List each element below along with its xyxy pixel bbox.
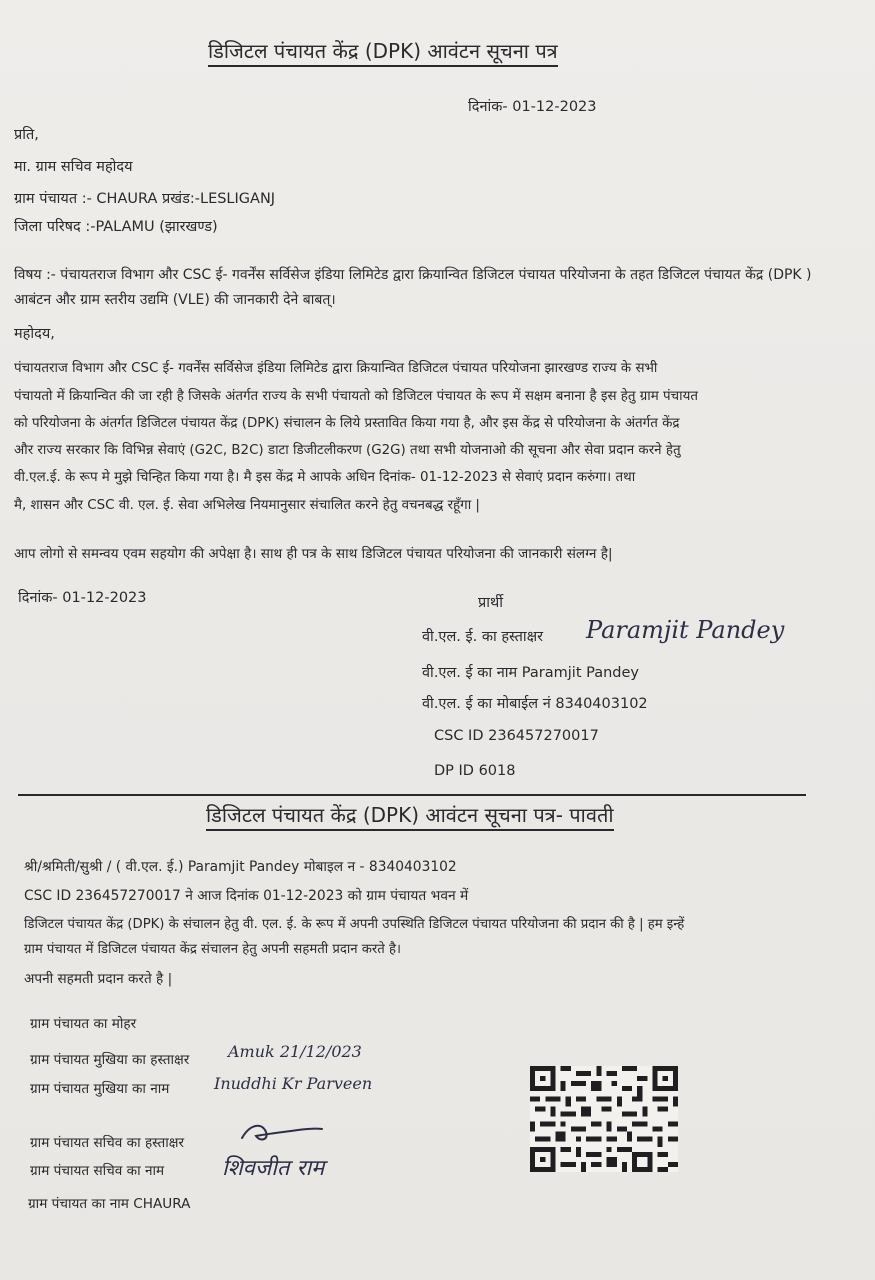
panchayat-name: ग्राम पंचायत का नाम CHAURA — [28, 1196, 191, 1212]
sachiv-signature — [236, 1118, 326, 1148]
receipt-line-consent: ग्राम पंचायत में डिजिटल पंचायत केंद्र संचालन हेतु अपनी सहमती प्रदान करते है। — [24, 942, 402, 957]
receipt-line-csc: CSC ID 236457270017 ने आज दिनांक 01-12-2023 को ग्राम पंचायत भवन में — [24, 888, 469, 904]
receipt-line-vle: श्री/श्रमिती/सुश्री / ( वी.एल. ई.) Paramjit Pandey मोबाइल न - 8340403102 — [24, 859, 457, 875]
body-line: पंचायतराज विभाग और CSC ई- गवर्नेंस सर्विसेज इंडिया लिमिटेड द्वारा क्रियान्वित डिजिटल पंचायत परियोजना झारखण्ड राज्य के सभी — [14, 361, 658, 376]
dp-id: DP ID 6018 — [434, 763, 516, 779]
gram-panchayat-line: ग्राम पंचायत :- CHAURA प्रखंड:-LESLIGANJ — [14, 191, 276, 207]
body-line: और राज्य सरकार कि विभिन्न सेवाएं (G2C, B2C) डाटा डिजीटलीकरण (G2G) तथा सभी योजनाओ की सूचना और सेवा प्रदान करने हेतु — [14, 443, 681, 458]
mukhiya-name-handwritten: Inuddhi Kr Parveen — [214, 1074, 373, 1093]
notice-date: दिनांक- 01-12-2023 — [468, 99, 597, 115]
qr-code — [530, 1066, 678, 1172]
cooperation-line: आप लोगो से समन्वय एवम सहयोग की अपेक्षा है। साथ ही पत्र के साथ डिजिटल पंचायत परियोजना की जानकारी संलग्न है| — [14, 546, 613, 562]
mukhiya-signature: Amuk 21/12/023 — [228, 1042, 362, 1061]
body-line: वी.एल.ई. के रूप मे मुझे चिन्हित किया गया है। मै इस केंद्र मे आपके अधिन दिनांक- 01-12-2023 से सेवाएं प्रदान करुंगा। तथा — [14, 470, 636, 485]
sachiv-name-handwritten: शिवजीत राम — [222, 1156, 325, 1181]
csc-id: CSC ID 236457270017 — [434, 728, 599, 744]
salutation: महोदय, — [14, 326, 55, 342]
receipt-title: डिजिटल पंचायत केंद्र (DPK) आवंटन सूचना पत्र- पावती — [206, 802, 614, 831]
vle-name: वी.एल. ई का नाम Paramjit Pandey — [422, 665, 639, 681]
vle-signature-label: वी.एल. ई. का हस्ताक्षर — [422, 629, 544, 645]
addressee: मा. ग्राम सचिव महोदय — [14, 159, 133, 175]
sachiv-name-label: ग्राम पंचायत सचिव का नाम — [30, 1163, 165, 1179]
seal-label: ग्राम पंचायत का मोहर — [30, 1016, 137, 1032]
mukhiya-signature-label: ग्राम पंचायत मुखिया का हस्ताक्षर — [30, 1052, 190, 1068]
body-line: को परियोजना के अंतर्गत डिजिटल पंचायत केंद्र (DPK) संचालन के लिये प्रस्तावित किया गया है, और इस केंद्र से परियोजना के अंतर्गत केंद्र — [14, 416, 680, 431]
notice-title: डिजिटल पंचायत केंद्र (DPK) आवंटन सूचना पत्र — [208, 38, 558, 67]
receipt-line-presence: डिजिटल पंचायत केंद्र (DPK) के संचालन हेतु वी. एल. ई. के रूप में अपनी उपस्थिति डिजिटल पंचायत परियोजना की प्रदान की है | हम इन्हें — [24, 917, 685, 932]
mukhiya-name-label: ग्राम पंचायत मुखिया का नाम — [30, 1081, 170, 1097]
vle-mobile: वी.एल. ई का मोबाईल नं 8340403102 — [422, 696, 648, 712]
body-line: मै, शासन और CSC वी. एल. ई. सेवा अभिलेख नियमानुसार संचालित करने हेतु वचनबद्ध रहूँगा | — [14, 498, 480, 513]
bottom-date: दिनांक- 01-12-2023 — [18, 590, 147, 606]
subject-paragraph: विषय :- पंचायतराज विभाग और CSC ई- गवर्नेंस सर्विसेज इंडिया लिमिटेड द्वारा क्रियान्वित डिजिटल पंचायत परियोजना के तहत डिजिटल पंचायत केंद्र (DPK ) आबंटन और ग्राम स्तरीय उद्यमि (VLE) की जानकारी देने बाबत्। — [14, 267, 812, 308]
body-line: पंचायतो में क्रियान्वित की जा रही है जिसके अंतर्गत राज्य के सभी पंचायतो को डिजिटल पंचायत के रूप में सक्षम बनाना है इस हेतु ग्राम पंचायत — [14, 389, 699, 404]
vle-signature: Paramjit Pandey — [586, 616, 785, 644]
recipient-prefix: प्रति, — [14, 127, 39, 143]
consent-statement: अपनी सहमती प्रदान करते है | — [24, 971, 173, 987]
applicant-label: प्रार्थी — [478, 595, 504, 611]
district-line: जिला परिषद :-PALAMU (झारखण्ड) — [14, 219, 218, 235]
sachiv-signature-label: ग्राम पंचायत सचिव का हस्ताक्षर — [30, 1135, 185, 1151]
section-divider — [18, 794, 806, 796]
